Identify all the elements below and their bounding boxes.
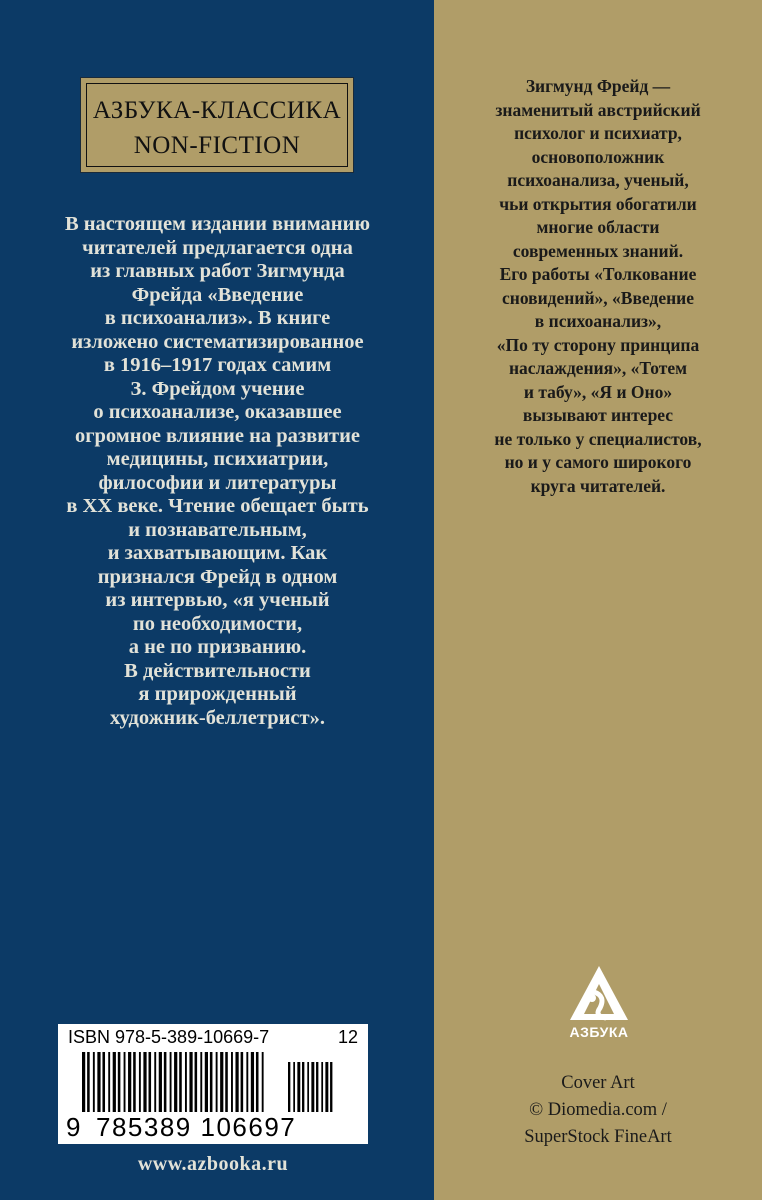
barcode-bar <box>113 1052 116 1112</box>
author-line: Зигмунд Фрейд — <box>525 76 671 96</box>
description-line: в XX веке. Чтение обещает быть <box>66 495 369 517</box>
publisher-website[interactable]: www.azbooka.ru <box>137 1153 289 1175</box>
description-line: я прирожденный <box>138 683 297 705</box>
description-line: Фрейда «Введение <box>131 283 304 306</box>
barcode-bar <box>216 1052 218 1112</box>
barcode-bar <box>241 1052 244 1112</box>
barcode-bar <box>246 1052 248 1112</box>
author-line: психолог и психиатр, <box>514 123 682 143</box>
description-line: и захватывающим. Как <box>107 542 328 564</box>
author-line: круга читателей. <box>530 475 666 496</box>
description-line: изложено систематизированное <box>71 330 364 353</box>
barcode-bar <box>87 1052 90 1112</box>
barcode-bar <box>195 1052 198 1112</box>
author-line: в психоанализ», <box>534 311 662 331</box>
description-line: в психоанализ». В книге <box>104 307 331 329</box>
barcode-bar <box>262 1052 264 1112</box>
barcode-bar <box>179 1052 182 1112</box>
description-line: признался Фрейд в одном <box>97 565 338 588</box>
barcode-bar <box>251 1052 254 1112</box>
barcode-bar <box>205 1052 208 1112</box>
barcode-bar <box>210 1052 213 1112</box>
cover-credits <box>448 1070 748 1151</box>
description-line: по необходимости, <box>132 612 303 635</box>
barcode-bar <box>82 1052 85 1112</box>
description-line: и познавательным, <box>128 518 307 541</box>
author-line: Его работы «Толкование <box>499 264 697 284</box>
barcode-bar <box>321 1062 323 1112</box>
description-line: художник-беллетрист». <box>110 706 325 729</box>
barcode-bar <box>293 1062 295 1112</box>
barcode-bar <box>330 1062 332 1112</box>
barcode-bar <box>170 1052 172 1112</box>
barcode <box>58 1024 368 1144</box>
author-line: вызывают интерес <box>522 405 674 425</box>
description-line: а не по призванию. <box>128 636 307 658</box>
credit-line: Cover Art <box>561 1073 635 1093</box>
series-plate <box>80 77 354 173</box>
barcode-bar <box>97 1052 100 1112</box>
series-subtitle: NON-FICTION <box>133 132 301 159</box>
barcode-bar <box>297 1062 300 1112</box>
author-line: знаменитый австрийский <box>495 99 701 120</box>
author-line: современных знаний. <box>512 240 684 261</box>
barcode-bar <box>288 1062 290 1112</box>
barcode-bar <box>307 1062 309 1112</box>
description-line: философии и литературы <box>98 471 337 494</box>
barcode-bar <box>185 1052 187 1112</box>
credit-line: © Diomedia.com / <box>529 1100 667 1120</box>
barcode-bar <box>189 1052 192 1112</box>
publisher-name: АЗБУКА <box>569 1024 629 1040</box>
author-line: и табу», «Я и Оно» <box>523 381 673 402</box>
description-line: В настоящем издании вниманию <box>64 213 371 235</box>
barcode-bar <box>108 1052 110 1112</box>
author-line: наслаждения», «Тотем <box>508 358 688 378</box>
barcode-bar <box>174 1052 177 1112</box>
author-line: основоположник <box>531 146 665 167</box>
barcode-bar <box>200 1052 202 1112</box>
barcode-bar <box>149 1052 152 1112</box>
description-line: о психоанализе, оказавшее <box>93 401 342 423</box>
description-line: З. Фрейдом учение <box>130 377 305 400</box>
description-line: читателей предлагается одна <box>82 236 353 259</box>
price-addon-code: 12 <box>337 1027 358 1047</box>
publisher-logo <box>534 964 664 1064</box>
barcode-bar <box>164 1052 167 1112</box>
author-line: чьи открытия обогатили <box>499 193 697 214</box>
barcode-bar <box>159 1052 162 1112</box>
description-line: из интервью, «я ученый <box>105 589 330 611</box>
author-line: сновидений», «Введение <box>501 287 695 308</box>
barcode-bar <box>225 1052 228 1112</box>
barcode-bar <box>102 1052 105 1112</box>
author-line: не только у специалистов, <box>494 428 702 449</box>
ean-first-digit: 9 <box>66 1112 81 1142</box>
description-line: медицины, психиатрии, <box>106 448 329 470</box>
series-plate-frame <box>86 83 348 167</box>
azbuka-logo-icon <box>534 964 664 1024</box>
barcode-bar <box>220 1052 223 1112</box>
ean-digits: 785389 106697 <box>96 1112 297 1142</box>
barcode-bar <box>256 1052 259 1112</box>
series-name: АЗБУКА-КЛАССИКА <box>92 97 342 124</box>
author-line: многие области <box>536 217 660 237</box>
description-line: В действительности <box>124 659 311 682</box>
barcode-bar <box>139 1052 141 1112</box>
addon-barcode-bars <box>288 1062 338 1114</box>
barcode-bar <box>118 1052 121 1112</box>
description-line: из главных работ Зигмунда <box>90 260 345 282</box>
barcode-bar <box>325 1062 328 1112</box>
author-line: «По ту сторону принципа <box>496 334 700 355</box>
barcode-bar <box>231 1052 233 1112</box>
barcode-bar <box>235 1052 238 1112</box>
barcode-bar <box>316 1062 318 1112</box>
description-line: в 1916–1917 годах самим <box>103 354 332 376</box>
barcode-bar <box>154 1052 156 1112</box>
barcode-bar <box>124 1052 126 1112</box>
isbn-number: ISBN 978-5-389-10669-7 <box>68 1027 270 1047</box>
barcode-bars <box>82 1052 282 1114</box>
barcode-bar <box>143 1052 146 1112</box>
author-description <box>448 75 748 498</box>
isbn-row <box>68 1027 358 1048</box>
author-line: но и у самого широкого <box>504 452 692 472</box>
description-line: огромное влияние на развитие <box>74 424 361 447</box>
barcode-bar <box>128 1052 131 1112</box>
credit-line: SuperStock FineArt <box>524 1127 672 1147</box>
barcode-bar <box>302 1062 304 1112</box>
book-description <box>30 213 405 730</box>
author-line: психоанализа, ученый, <box>507 170 689 190</box>
barcode-bar <box>133 1052 136 1112</box>
barcode-bar <box>93 1052 95 1112</box>
barcode-bar <box>311 1062 314 1112</box>
